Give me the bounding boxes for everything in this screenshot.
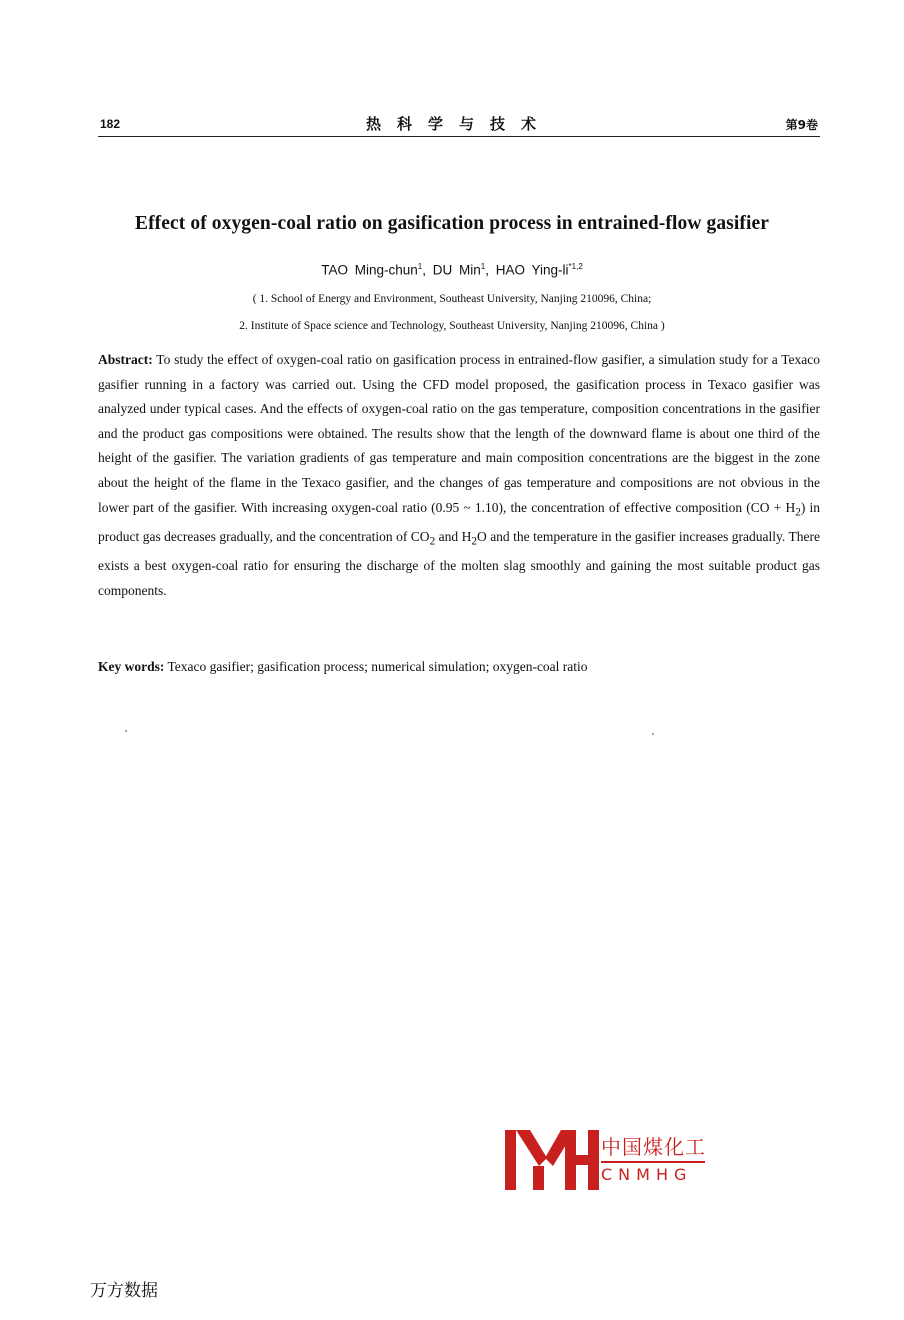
author-2-affil: 1 — [480, 262, 486, 271]
subscript: 2 — [429, 535, 436, 548]
author-separator: , — [485, 262, 489, 278]
abstract-text-1: To study the effect of oxygen-coal ratio on gasification process in entrained-flow gasifier, a simulation study for a Texaco gasifier running in a factory was carried out. Using the CFD model proposed, the gasification process in Texaco gasifier was analyzed under typical cases. And the effects of oxygen-coal ratio on the gas temperature, composition concentrations in the gasifier and the product gas compositions were obtained. The results show that the length of the downward flame is about one third of the height of the gasifier. The variation gradients of gas temperature and main composition concentrations are the biggest in the zone about the height of the flame in the Texaco gasifier, and the changes of gas temperature and compositions are not obvious in the lower part of the gasifier. With increasing oxygen-coal ratio (0.95 ~ 1.10), the concentration of effective composition (CO + H — [98, 352, 820, 515]
subscript: 2 — [795, 506, 801, 519]
logo-divider — [601, 1161, 705, 1163]
author-1: TAO Ming-chun — [321, 262, 418, 278]
subscript: 2 — [471, 535, 477, 548]
affiliation-2: 2. Institute of Space science and Technology, Southeast University, Nanjing 210096, China ) — [239, 320, 665, 332]
journal-name: 热科学与技术 — [365, 115, 552, 133]
abstract-text-4: O and the temperature in the gasifier increases gradually. There exists a best oxygen-coal ratio for ensuring the discharge of the molten slag smoothly and gaining the most suitable product gas components. — [98, 528, 820, 598]
speck-mark — [652, 733, 654, 735]
logo-english-text: CNMHG — [601, 1165, 693, 1184]
abstract-label: Abstract: — [98, 352, 153, 367]
watermark: 万方数据 — [90, 1281, 158, 1301]
abstract-text-3: and H — [435, 528, 472, 544]
author-line — [0, 262, 904, 278]
logo-chinese-text: 中国煤化工 — [601, 1135, 706, 1159]
keywords-text: Texaco gasifier; gasification process; numerical simulation; oxygen-coal ratio — [164, 659, 588, 674]
speck-mark — [125, 730, 127, 732]
author-1-affil: 1 — [417, 262, 423, 271]
page-number: 182 — [100, 117, 121, 131]
affiliation-1: ( 1. School of Energy and Environment, Southeast University, Nanjing 210096, China; — [252, 293, 652, 305]
paper-title: Effect of oxygen-coal ratio on gasification process in entrained-flow gasifier — [134, 213, 770, 234]
abstract-text-2: ) in product gas decreases gradually, and the concentration of CO — [98, 499, 820, 544]
author-2: DU Min — [432, 262, 481, 278]
running-header — [98, 112, 820, 137]
volume-label: 第9卷 — [785, 118, 818, 132]
author-3-affil: *1,2 — [568, 262, 583, 271]
author-separator: , — [422, 262, 426, 278]
keywords-label: Key words: — [98, 659, 165, 674]
author-3: HAO Ying-li — [495, 262, 569, 278]
abstract — [98, 348, 820, 603]
keywords — [98, 655, 820, 679]
